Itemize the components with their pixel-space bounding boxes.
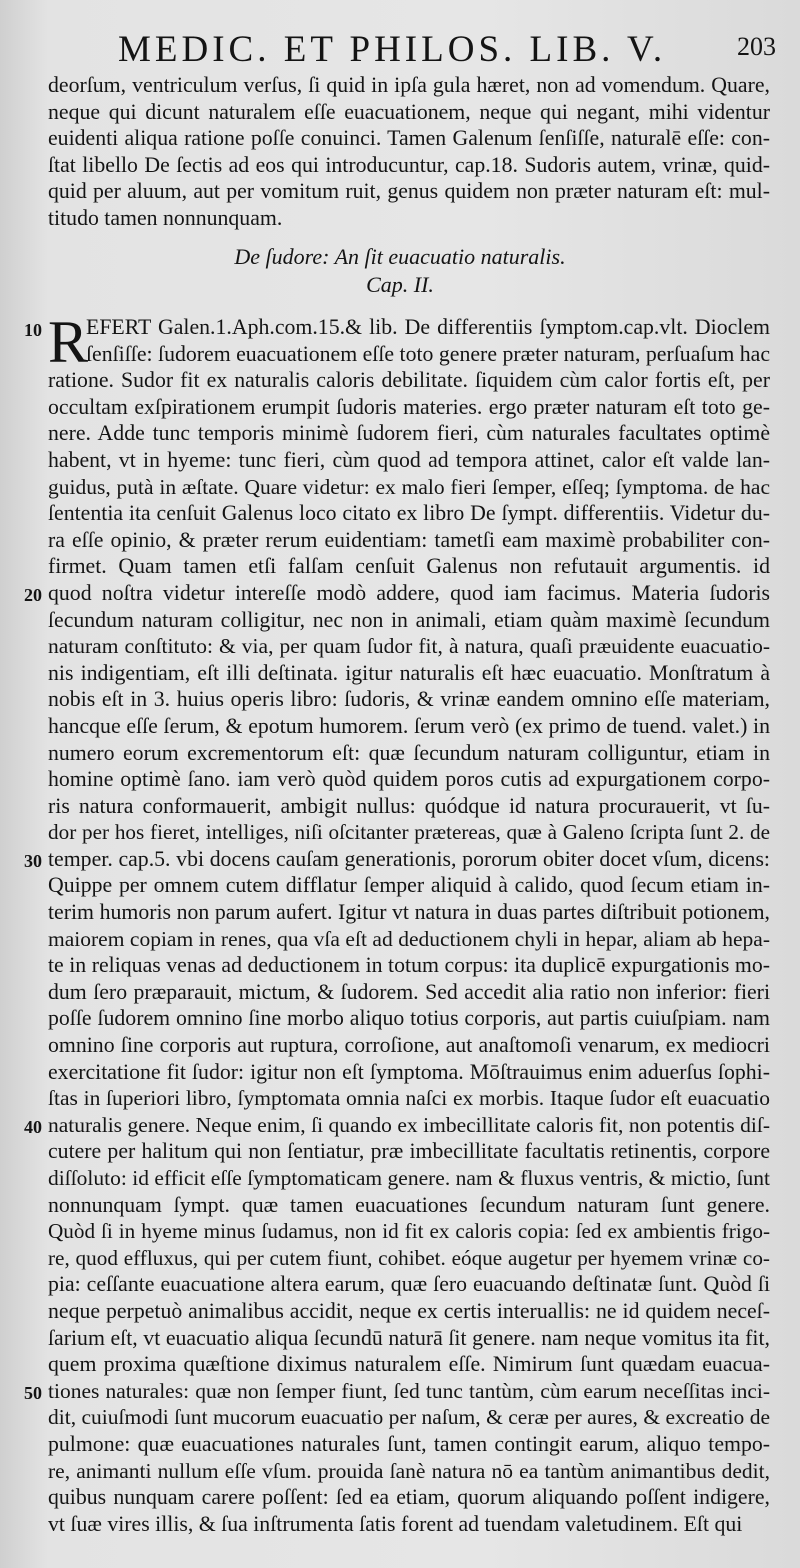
text-line: occultam exſpirationem erumpit ſudoris materies. ergo præter naturam eſt toto ge- — [48, 394, 770, 419]
text-line: temper. cap.5. vbi docens cauſam generationis, pororum obiter docet vſum, dicens: — [48, 846, 770, 871]
text-line: nobis eſt in 3. huius operis libro: ſudoris, & vrinæ eandem omnino eſſe materiam, — [48, 687, 770, 712]
text-line: naturam conſtituto: & via, per quam ſudor fit, à natura, quaſi præuidente euacuatio- — [48, 634, 770, 659]
text-line: ſententia ita cenſuit Galenus loco citato ex libro De ſympt. differentiis. Videtur du- — [48, 501, 770, 526]
page-header — [118, 28, 780, 72]
text-line: firmet. Quam tamen etſi falſam cenſuit Galenus non refutauit argumentis. id — [48, 554, 770, 579]
text-line: Quòd ſi in hyeme minus ſudamus, non id fit ex caloris copia: ſed ex ambientis frigo- — [48, 1219, 770, 1244]
page-number: 203 — [737, 32, 776, 61]
text-line: diſſoluto: id efficit eſſe ſymptomaticam genere. nam & fluxus ventris, & mictio, ſunt — [48, 1166, 770, 1190]
text-line: ſtat libello De ſectis ad eos qui introducuntur, cap.18. Sudoris autem, vrinæ, quid- — [48, 152, 770, 177]
text-line: neque qui dicunt naturalem eſſe euacuationem, neque qui negant, mihi videntur — [48, 99, 770, 124]
text-line: nis indigentiam, eſt illi deſtinata. igitur naturalis eſt hæc euacuatio. Monſtratum à — [48, 660, 770, 685]
text-line: titudo tamen nonnunquam. — [48, 205, 283, 230]
text-line: quod noſtra videtur intereſſe modò addere, quod iam facimus. Materia ſudoris — [48, 580, 770, 605]
text-line: ſtas in ſuperiori libro, ſymptomata omnia naſci ex morbis. Itaque ſudor eſt euacuatio — [48, 1086, 770, 1111]
text-line: pulmone: quæ euacuationes naturales ſunt, tamen contingit earum, aliquo tempo- — [48, 1431, 770, 1456]
text-line: euidenti aliqua ratione poſſe conuinci. Tamen Galenum ſenſiſſe, naturalē eſſe: con- — [48, 126, 770, 151]
text-line: poſſe ſudorem omnino ſine morbo aliquo totius corporis, aut partis cuiuſpiam. nam — [48, 1006, 770, 1031]
line-number-marker: 10 — [24, 320, 42, 340]
text-line: ris natura conformauerit, ambigit nullus: quódque id natura procurauerit, vt ſu- — [48, 793, 770, 818]
line-number-marker: 40 — [24, 1117, 42, 1137]
text-line: guidus, putà in æſtate. Quare videtur: ex malo fieri ſemper, eſſeq; ſymptoma. de hac — [48, 474, 770, 499]
text-line: quibus nunquam carere poſſent: ſed ea etiam, quorum aliquando poſſent indigere, — [48, 1485, 770, 1510]
text-line: tiones naturales: quæ non ſemper fiunt, ſed tunc tantùm, cùm earum neceſſitas inci- — [48, 1378, 770, 1403]
running-title: MEDIC. ET PHILOS. LIB. V. — [118, 29, 667, 70]
text-line: exercitatione fit ſudor: igitur non eſt ſymptoma. Mōſtrauimus enim aduerſus ſophi- — [48, 1059, 770, 1084]
chapter-title: De ſudore: An ſit euacuatio naturalis. — [234, 244, 566, 269]
text-line: quem proxima quæſtione diximus naturalem eſſe. Nimirum ſunt quædam euacua- — [48, 1352, 770, 1377]
text-line: neque perpetuò animalibus accidit, neque ex certis interuallis: ne id quidem neceſ- — [48, 1298, 770, 1323]
line-number-marker: 50 — [24, 1383, 42, 1403]
text-line: te in reliquas venas ad deductionem in totum corpus: ita duplicē expurgationis mo- — [48, 953, 770, 978]
text-line: vt ſuæ vires illis, & ſua inſtrumenta ſatis forent ad tuendam valetudinem. Eſt qui — [48, 1511, 743, 1536]
chapter-number: Cap. II. — [366, 272, 434, 297]
text-line: dit, cuiuſmodi ſunt mucorum euacuatio per naſum, & ceræ per aures, & excreatio de — [48, 1405, 770, 1430]
text-line: dum ſero præparauit, mictum, & ſudorem. Sed accedit alia ratio non inferior: fieri — [48, 979, 770, 1004]
text-line: ſecundum naturam colligitur, nec non in animali, etiam quàm maximè ſecundum — [48, 607, 770, 632]
text-line: nere. Adde tunc temporis minimè ſudorem fieri, cùm naturales facultates optimè — [48, 421, 770, 446]
line-number-marker: 30 — [24, 851, 42, 871]
text-line: hancque eſſe ſerum, & epotum humorem. ſerum verò (ex primo de tuend. valet.) in — [48, 713, 770, 738]
intro-paragraph — [48, 72, 770, 232]
text-line: ratione. Sudor fit ex naturalis caloris debilitate. ſiquidem cùm calor fortis eſt, per — [48, 368, 770, 393]
text-line: terim humoris non parum aufert. Igitur vt natura in duas partes diſtribuit potionem, — [48, 900, 770, 925]
text-line: ſarium eſt, vt euacuatio aliqua ſecundū naturā ſit genere. nam neque vomitus ita fit, — [48, 1325, 770, 1350]
text-line: dor per hos fieret, intelliges, niſi oſcitanter prætereas, quæ à Galeno ſcripta ſunt 2. de — [48, 820, 770, 845]
text-line: numero eorum excrementorum eſt: quæ ſecundum naturam colliguntur, etiam in — [48, 740, 770, 765]
chapter-body — [48, 309, 770, 1537]
drop-cap: R — [48, 309, 89, 375]
text-line: maiorem copiam in renes, qua vſa eſt ad deductionem chyli in hepar, aliam ab hepa- — [48, 926, 770, 951]
text-line: quid per aluum, aut per vomitum ruit, genus quidem non præter naturam eſt: mul- — [48, 179, 770, 204]
text-line: ra eſſe opinio, & præter rerum euidentiam: tametſi eam maximè probabiliter con- — [48, 527, 770, 552]
text-line: EFERT Galen.1.Aph.com.15.& lib. De differentiis ſymptom.cap.vlt. Dioclem — [86, 315, 770, 339]
text-line: nonnunquam ſympt. quæ tamen euacuationes ſecundum naturam ſunt genere. — [48, 1192, 770, 1217]
text-line: habent, vt in hyeme: tunc fieri, cùm quod ad tempora attinet, calor eſt valde lan- — [48, 447, 770, 472]
text-line: re, quod effluxus, qui per cutem fiunt, cohibet. eóque augetur per hyemem vrinæ co- — [48, 1245, 770, 1270]
text-line: cutere per halitum qui non ſentiatur, præ imbecillitate facultatis retinentis, corpore — [48, 1139, 770, 1164]
text-line: Quippe per omnem cutem difflatur ſemper aliquid à calido, quod ſecum etiam in- — [48, 873, 770, 898]
text-line: re, animanti nullum eſſe vſum. prouida ſanè natura nō ea tantùm animantibus dedit, — [48, 1458, 770, 1483]
text-line: naturalis genere. Neque enim, ſi quando ex imbecillitate caloris fit, non potentis diſ- — [48, 1112, 770, 1137]
text-line: pia: ceſſante euacuatione altera earum, quæ ſero euacuando deſtinatæ ſunt. Quòd ſi — [48, 1272, 770, 1297]
text-line: omnino ſine corporis aut ruptura, corroſione, aut anaſtomoſi venarum, ex mediocri — [48, 1033, 770, 1058]
text-line: ſenſiſſe: ſudorem euacuationem eſſe toto genere præter naturam, perſuaſum hac — [86, 341, 770, 366]
line-number-marker: 20 — [24, 585, 42, 605]
text-line: homine optimè ſano. iam verò quòd quidem poros cutis ad expurgationem corpo- — [48, 767, 770, 792]
text-line: deorſum, ventriculum verſus, ſi quid in ipſa gula hæret, non ad vomendum. Quare, — [48, 73, 770, 97]
